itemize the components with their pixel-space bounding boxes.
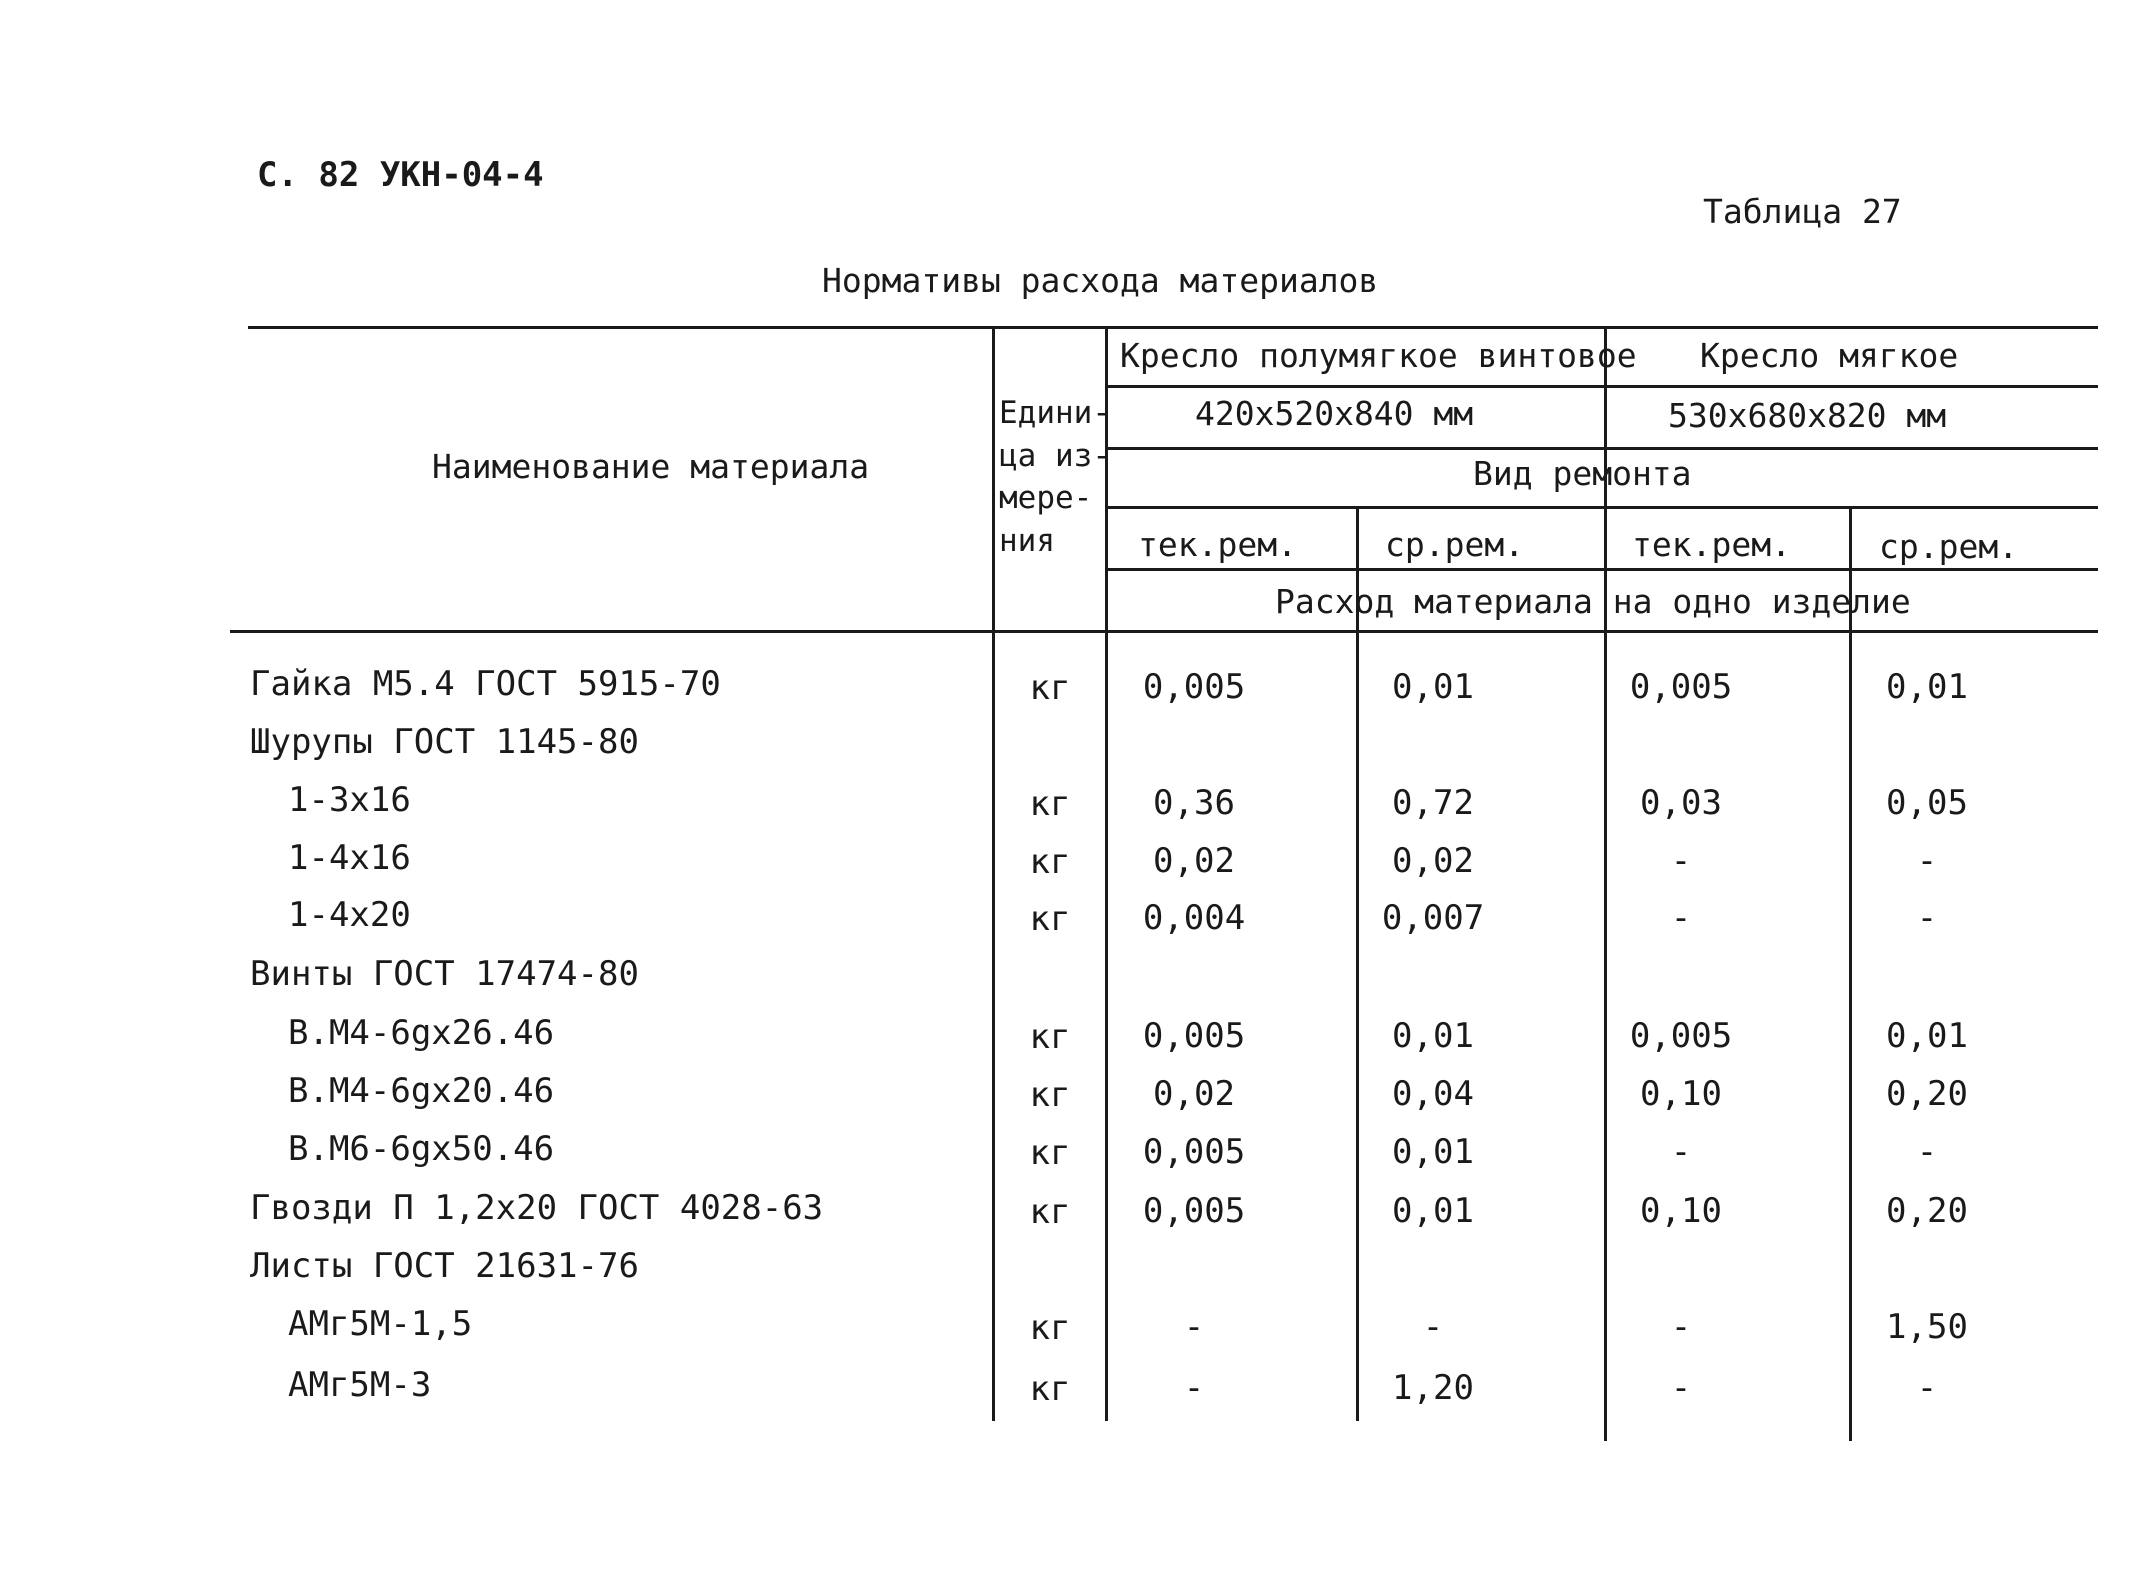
table-number: Таблица 27 [1703, 192, 1902, 231]
value-cell: 0,01 [1886, 1016, 1968, 1056]
header-unit-line: мере- [999, 480, 1093, 516]
material-name: Винты ГОСТ 17474-80 [250, 954, 639, 994]
header-repair-1: тек.рем. [1138, 525, 1297, 564]
value-cell: 1,20 [1392, 1368, 1474, 1408]
value-cell: 0,007 [1381, 898, 1485, 938]
header-unit-line: ния [999, 523, 1055, 559]
header-product-2: Кресло мягкое [1700, 336, 1959, 375]
rule-v-col4 [1849, 506, 1852, 1441]
value-cell: 0,05 [1886, 783, 1968, 823]
value-cell: 0,005 [1629, 667, 1733, 707]
unit-cell: кг [1029, 1075, 1071, 1115]
value-cell: 0,004 [1142, 898, 1246, 938]
header-unit-line: Едини- [999, 395, 1111, 431]
value-cell: - [1670, 1132, 1692, 1172]
material-name: Гвозди П 1,2x20 ГОСТ 4028-63 [250, 1188, 824, 1228]
value-cell: 0,72 [1392, 783, 1474, 823]
value-cell: 0,005 [1142, 1191, 1246, 1231]
material-name: 1-4x16 [288, 838, 411, 878]
value-cell: 0,02 [1392, 841, 1474, 881]
value-cell: 0,20 [1886, 1191, 1968, 1231]
value-cell: 0,01 [1392, 1016, 1474, 1056]
material-name: Шурупы ГОСТ 1145-80 [250, 722, 639, 762]
unit-cell: кг [1029, 1308, 1071, 1348]
value-cell: - [1422, 1307, 1444, 1347]
value-cell: - [1670, 1368, 1692, 1408]
unit-cell: кг [1029, 1192, 1071, 1232]
rule-header-bottom [230, 630, 2098, 633]
header-repair-kind: Вид ремонта [1473, 454, 1692, 493]
value-cell: 0,01 [1392, 667, 1474, 707]
header-unit-line: ца из- [999, 438, 1111, 474]
value-cell: 0,01 [1392, 1132, 1474, 1172]
value-cell: 0,005 [1142, 667, 1246, 707]
unit-cell: кг [1029, 1017, 1071, 1057]
header-material-name: Наименование материала [432, 447, 870, 486]
material-name: В.М6-6gx50.46 [288, 1129, 555, 1169]
value-cell: 1,50 [1886, 1307, 1968, 1347]
material-name: 1-3x16 [288, 780, 411, 820]
rule-repair-kind [1107, 447, 2098, 450]
unit-cell: кг [1029, 899, 1071, 939]
value-cell: 0,01 [1392, 1191, 1474, 1231]
value-cell: - [1670, 841, 1692, 881]
header-product-1: Кресло полумягкое винтовое [1120, 336, 1637, 375]
value-cell: 0,005 [1142, 1016, 1246, 1056]
rule-v-col2 [1356, 506, 1359, 1421]
header-product-2-size: 530x680x820 мм [1668, 396, 1947, 435]
unit-cell: кг [1029, 842, 1071, 882]
value-cell: 0,01 [1886, 667, 1968, 707]
value-cell: - [1670, 898, 1692, 938]
material-name: АМг5М-3 [288, 1365, 432, 1405]
value-cell: - [1916, 841, 1938, 881]
material-name: В.М4-6gx26.46 [288, 1013, 555, 1053]
header-consumption: Расход материала на одно изделие [1275, 582, 1911, 621]
unit-cell: кг [1029, 1133, 1071, 1173]
value-cell: 0,005 [1629, 1016, 1733, 1056]
material-name: Гайка М5.4 ГОСТ 5915-70 [250, 664, 721, 704]
value-cell: 0,10 [1640, 1074, 1722, 1114]
value-cell: 0,03 [1640, 783, 1722, 823]
value-cell: - [1670, 1307, 1692, 1347]
value-cell: 0,10 [1640, 1191, 1722, 1231]
value-cell: - [1183, 1368, 1205, 1408]
page-reference: С. 82 УКН-04-4 [257, 155, 544, 195]
material-name: В.М4-6gx20.46 [288, 1071, 555, 1111]
rule-repair-types [1107, 506, 2098, 509]
value-cell: 0,02 [1153, 1074, 1235, 1114]
value-cell: - [1916, 898, 1938, 938]
unit-cell: кг [1029, 1369, 1071, 1409]
rule-product-sizes [1107, 385, 2098, 388]
header-repair-3: тек.рем. [1632, 525, 1791, 564]
unit-cell: кг [1029, 784, 1071, 824]
table-title: Нормативы расхода материалов [822, 261, 1379, 300]
value-cell: 0,20 [1886, 1074, 1968, 1114]
value-cell: 0,02 [1153, 841, 1235, 881]
value-cell: - [1916, 1132, 1938, 1172]
header-product-1-size: 420x520x840 мм [1195, 394, 1474, 433]
value-cell: 0,005 [1142, 1132, 1246, 1172]
unit-cell: кг [1029, 668, 1071, 708]
material-name: Листы ГОСТ 21631-76 [250, 1246, 639, 1286]
material-name: АМг5М-1,5 [288, 1304, 473, 1344]
value-cell: - [1916, 1368, 1938, 1408]
value-cell: - [1183, 1307, 1205, 1347]
header-repair-4: ср.рем. [1879, 527, 2019, 566]
material-name: 1-4x20 [288, 895, 411, 935]
header-repair-2: ср.рем. [1385, 525, 1525, 564]
value-cell: 0,36 [1153, 783, 1235, 823]
rule-top [248, 326, 2098, 329]
value-cell: 0,04 [1392, 1074, 1474, 1114]
